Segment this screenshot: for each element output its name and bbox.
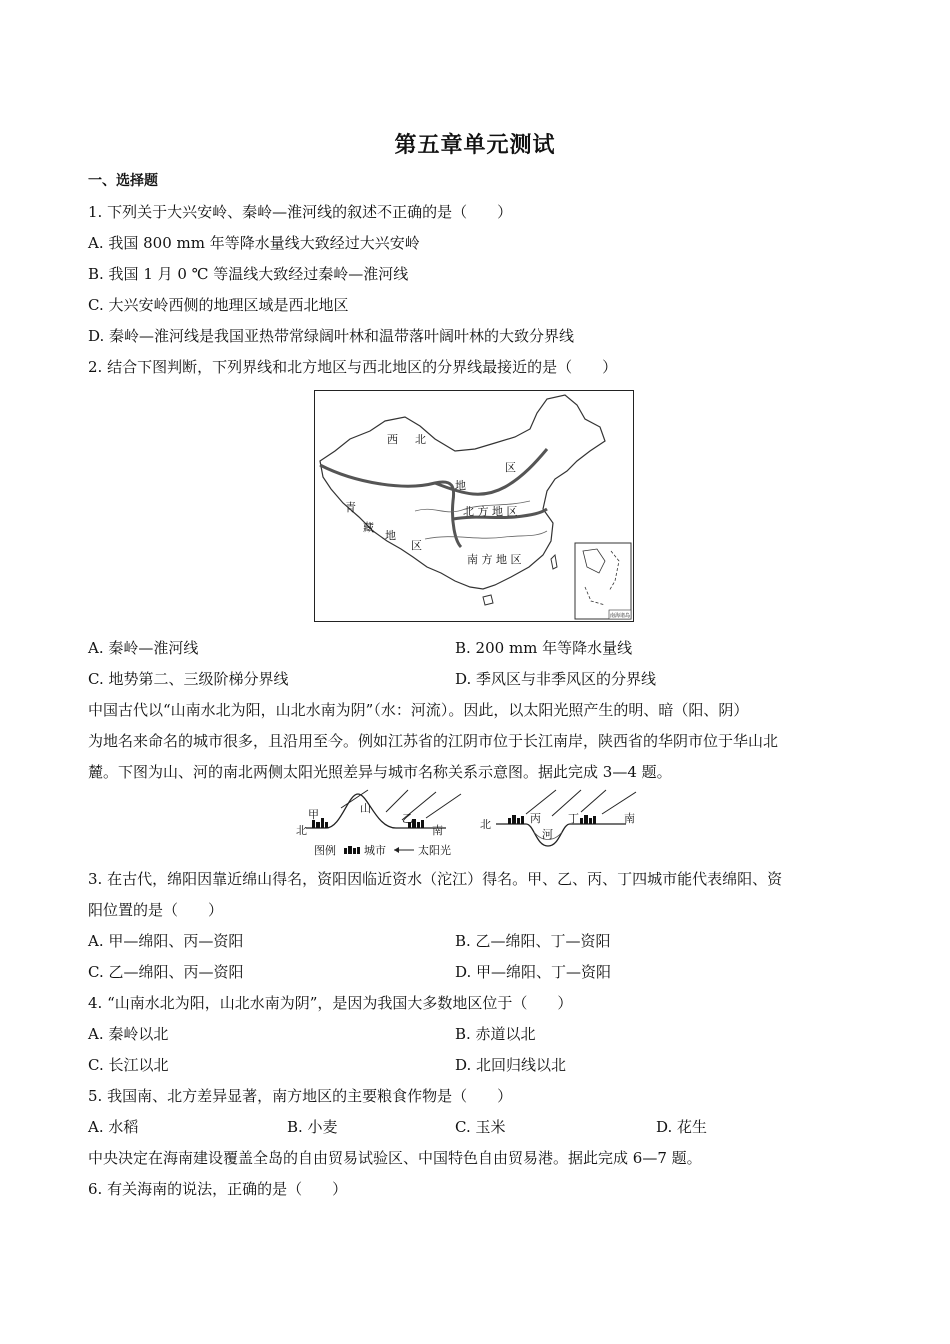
label-ding: 丁 [568, 812, 579, 825]
label-bing: 丙 [530, 812, 541, 825]
label-bei-right: 北 [480, 818, 491, 831]
q2-option-a: A. 秦岭—淮河线 [88, 639, 199, 657]
q4-stem: 4. “山南水北为阳，山北水南为阴”，是因为我国大多数地区位于（ ） [88, 994, 573, 1012]
q4-option-c: C. 长江以北 [88, 1056, 169, 1074]
label-nan-right: 南 [624, 812, 635, 825]
q3-option-a: A. 甲—绵阳、丙—资阳 [88, 932, 244, 950]
label-yi: 乙 [402, 812, 413, 825]
passage1-line2: 为地名来命名的城市很多，且沿用至今。例如江苏省的江阴市位于长江南岸，陕西省的华阴市位于华山北 [88, 732, 779, 750]
q1-stem: 1. 下列关于大兴安岭、秦岭—淮河线的叙述不正确的是（ ） [88, 203, 513, 221]
label-jia: 甲 [308, 808, 319, 821]
q5-option-a: A. 水稻 [88, 1118, 139, 1136]
q5-option-d: D. 花生 [656, 1118, 708, 1136]
china-regions-map [314, 390, 634, 622]
mountain-river-sunlight-figure [296, 788, 656, 864]
q1-option-a: A. 我国 800 mm 年等降水量线大致经过大兴安岭 [88, 234, 420, 252]
map-label-south-region: 南 方 地 区 [467, 553, 522, 566]
label-he: 河 [542, 828, 553, 841]
map-label-north-region: 北 方 地 区 [463, 505, 518, 518]
q1-option-d: D. 秦岭—淮河线是我国亚热带常绿阔叶林和温带落叶阔叶林的大致分界线 [88, 327, 575, 345]
q3-stem-line2: 阳位置的是（ ） [88, 901, 224, 919]
q2-stem: 2. 结合下图判断，下列界线和北方地区与西北地区的分界线最接近的是（ ） [88, 358, 618, 376]
q1-option-c: C. 大兴安岭西侧的地理区域是西北地区 [88, 296, 349, 314]
map-label-di: 地 [455, 479, 466, 492]
q4-option-a: A. 秦岭以北 [88, 1025, 169, 1043]
label-bei-left: 北 [296, 824, 307, 837]
q5-option-c: C. 玉米 [455, 1118, 506, 1136]
label-shan: 山 [360, 802, 371, 815]
inset-label: 南海诸岛 [610, 613, 631, 619]
section-heading: 一、选择题 [88, 173, 158, 189]
q6-stem: 6. 有关海南的说法，正确的是（ ） [88, 1180, 348, 1198]
map-label-qu2: 区 [411, 539, 422, 552]
q3-stem-line1: 3. 在古代，绵阳因靠近绵山得名，资阳因临近资水（沱江）得名。甲、乙、丙、丁四城市能代表绵阳、资 [88, 870, 783, 888]
q2-option-d: D. 季风区与非季风区的分界线 [455, 670, 657, 688]
q1-option-b: B. 我国 1 月 0 ℃ 等温线大致经过秦岭—淮河线 [88, 265, 409, 283]
q4-option-d: D. 北回归线以北 [455, 1056, 567, 1074]
map-label-qu: 区 [505, 461, 516, 474]
map-label-qing: 青 [345, 501, 356, 514]
map-label-zang: 藏 [363, 521, 374, 534]
q5-stem: 5. 我国南、北方差异显著，南方地区的主要粮食作物是（ ） [88, 1087, 513, 1105]
passage2: 中央决定在海南建设覆盖全岛的自由贸易试验区、中国特色自由贸易港。据此完成 6—7 题。 [88, 1149, 702, 1167]
map-label-xi: 西 [387, 433, 398, 446]
label-nan-left: 南 [432, 824, 443, 837]
legend-sunlight: 太阳光 [418, 844, 451, 857]
q3-option-b: B. 乙—绵阳、丁—资阳 [455, 932, 611, 950]
q3-option-d: D. 甲—绵阳、丁—资阳 [455, 963, 612, 981]
page-title: 第五章单元测试 [394, 132, 556, 158]
q5-option-b: B. 小麦 [287, 1118, 338, 1136]
q3-option-c: C. 乙—绵阳、丙—资阳 [88, 963, 244, 981]
map-label-bei: 北 [415, 433, 426, 446]
passage1-line3: 麓。下图为山、河的南北两侧太阳光照差异与城市名称关系示意图。据此完成 3—4 题。 [88, 763, 672, 781]
legend-city: 城市 [364, 844, 386, 857]
legend-title: 图例 [314, 844, 336, 857]
q2-option-b: B. 200 mm 年等降水量线 [455, 639, 633, 657]
map-label-di2: 地 [385, 529, 396, 542]
river-profile [496, 824, 626, 846]
passage1-line1: 中国古代以“山南水北为阳，山北水南为阴”（水：河流）。因此，以太阳光照产生的明、暗（阳、阴） [88, 701, 749, 719]
q2-option-c: C. 地势第二、三级阶梯分界线 [88, 670, 289, 688]
q4-option-b: B. 赤道以北 [455, 1025, 536, 1043]
